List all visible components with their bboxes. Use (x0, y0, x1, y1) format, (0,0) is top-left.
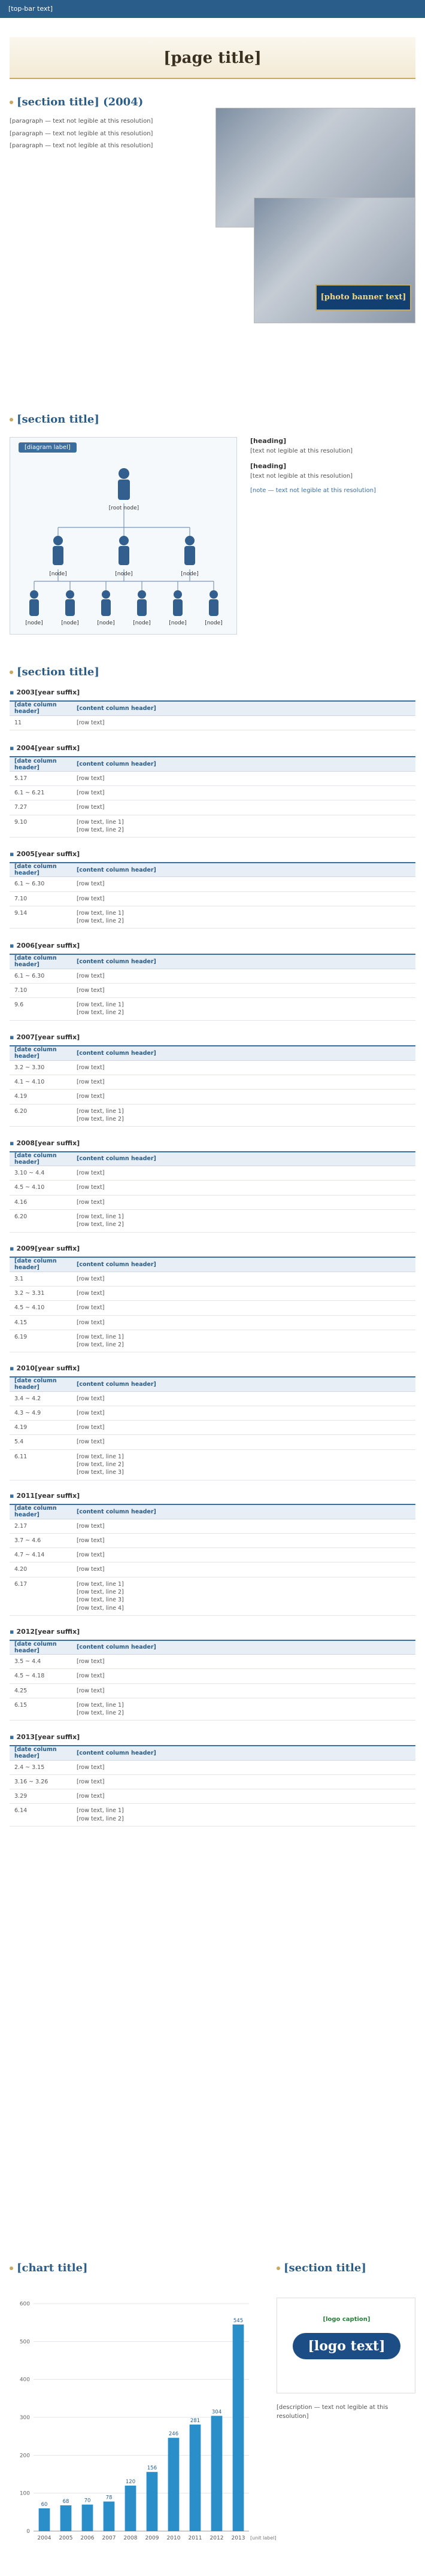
row-content: [row text] (72, 1562, 415, 1577)
row-content: [row text, line 1] [row text, line 2] [row text, line 3] [row text, line 4] (72, 1577, 415, 1615)
table-row (10, 877, 415, 891)
table-row (10, 1421, 415, 1435)
table-row (10, 1391, 415, 1406)
symbol-description: [description — text not legible at this resolution] (277, 2404, 388, 2420)
row-date: 4.19 (10, 1421, 72, 1435)
row-content: [row text] (72, 1519, 415, 1533)
row-content: [row text] (72, 1090, 415, 1104)
x-tick-label: 2011 (188, 2535, 202, 2541)
table-row (10, 1774, 415, 1789)
row-date: 6.17 (10, 1577, 72, 1615)
table-row (10, 1286, 415, 1300)
row-content: [row text, line 1] [row text, line 2] (72, 1804, 415, 1826)
row-date: 9.6 (10, 998, 72, 1021)
y-tick-label: 300 (19, 2415, 30, 2421)
y-tick-label: 200 (19, 2453, 30, 2459)
row-content: [row text, line 1] [row text, line 2] [row text, line 3] (72, 1449, 415, 1480)
row-content: [row text] (72, 1060, 415, 1075)
col-date-header: [date column header] (10, 701, 72, 715)
family-tree-svg (10, 438, 238, 635)
row-date: 9.10 (10, 815, 72, 838)
row-content: [row text] (72, 969, 415, 983)
tree-node-gen3: [node] (133, 620, 151, 626)
chart-title: [chart title] (10, 2262, 88, 2274)
table-row (10, 715, 415, 730)
row-date: 3.29 (10, 1789, 72, 1804)
history-year-title: ▪ 2007[year suffix] (10, 1033, 80, 1041)
tree-node-gen3: [node] (61, 620, 79, 626)
row-content: [row text] (72, 771, 415, 785)
col-content-header: [content column header] (72, 1640, 415, 1655)
person-icon (209, 590, 218, 616)
person-icon (119, 536, 129, 565)
purpose-paragraph: [paragraph — text not legible at this resolution] (10, 130, 153, 137)
row-content: [row text] (72, 1391, 415, 1406)
row-content: [row text] (72, 1075, 415, 1089)
person-icon (137, 590, 147, 616)
table-row (10, 1330, 415, 1352)
row-content: [row text] (72, 1315, 415, 1330)
selection-chart (10, 2262, 277, 2561)
history-title: [section title] (10, 666, 99, 678)
bar-value-label: 304 (211, 2409, 222, 2416)
col-date-header: [date column header] (10, 1046, 72, 1060)
col-content-header: [content column header] (72, 954, 415, 969)
x-tick-label: 2005 (59, 2535, 73, 2541)
row-content: [row text] (72, 1301, 415, 1315)
table-row (10, 1449, 415, 1480)
table-row (10, 1577, 415, 1615)
person-icons (29, 468, 218, 616)
person-icon (65, 590, 75, 616)
hero-header (10, 37, 415, 79)
bar-value-label: 545 (233, 2317, 244, 2324)
criteria-heading: [heading] (250, 437, 287, 445)
tree-node-gen3: [node] (169, 620, 187, 626)
history-table (10, 862, 415, 929)
criteria-item (250, 462, 415, 481)
table-row (10, 771, 415, 785)
col-content-header: [content column header] (72, 1152, 415, 1166)
history-year-title: ▪ 2003[year suffix] (10, 688, 80, 696)
row-content: [row text] (72, 877, 415, 891)
criteria-title: [section title] (10, 413, 99, 426)
row-date: 4.25 (10, 1683, 72, 1698)
x-tick-label: 2006 (80, 2535, 95, 2541)
tree-node-gen3: [node] (205, 620, 223, 626)
row-date: 3.10 ~ 4.4 (10, 1166, 72, 1181)
col-content-header: [content column header] (72, 701, 415, 715)
y-tick-label: 100 (19, 2490, 30, 2497)
col-date-header: [date column header] (10, 1640, 72, 1655)
table-row (10, 1698, 415, 1721)
history-year-title: ▪ 2008[year suffix] (10, 1139, 80, 1147)
history-year-title: ▪ 2004[year suffix] (10, 744, 80, 752)
row-date: 2.17 (10, 1519, 72, 1533)
row-date: 6.1 ~ 6.30 (10, 969, 72, 983)
row-date: 5.17 (10, 771, 72, 785)
tree-node-gen2: [node] (115, 571, 133, 577)
person-icon (29, 590, 39, 616)
row-content: [row text] (72, 1760, 415, 1774)
table-row (10, 1655, 415, 1669)
criteria-body: [text not legible at this resolution] (250, 448, 353, 454)
tree-node-root: [root node] (108, 505, 139, 511)
table-row (10, 1533, 415, 1548)
table-row (10, 1060, 415, 1075)
row-date: 3.4 ~ 4.2 (10, 1391, 72, 1406)
row-content: [row text, line 1] [row text, line 2] (72, 1330, 415, 1352)
bar (60, 2505, 72, 2531)
history-year-title: ▪ 2010[year suffix] (10, 1364, 80, 1372)
table-row (10, 1760, 415, 1774)
bar-value-label: 68 (62, 2498, 69, 2505)
table-row (10, 815, 415, 838)
history-year-title: ▪ 2005[year suffix] (10, 850, 80, 858)
x-tick-label: 2010 (166, 2535, 181, 2541)
history-header-row (10, 954, 415, 969)
col-date-header: [date column header] (10, 954, 72, 969)
person-icon (101, 590, 111, 616)
table-row (10, 1272, 415, 1286)
page-title: [page title] (163, 49, 262, 67)
history-header-row (10, 1504, 415, 1519)
row-content: [row text, line 1] [row text, line 2] (72, 906, 415, 929)
table-row (10, 906, 415, 929)
row-content: [row text] (72, 1166, 415, 1181)
table-row (10, 1435, 415, 1449)
row-date: 4.15 (10, 1315, 72, 1330)
row-content: [row text] (72, 983, 415, 997)
table-row (10, 1683, 415, 1698)
row-date: 7.10 (10, 891, 72, 906)
symbol-mark-box (277, 2298, 415, 2393)
purpose-paragraph: [paragraph — text not legible at this resolution] (10, 142, 153, 149)
row-date: 6.14 (10, 1804, 72, 1826)
table-row (10, 1669, 415, 1683)
bar (168, 2438, 180, 2531)
table-row (10, 969, 415, 983)
bar (147, 2472, 158, 2531)
col-content-header: [content column header] (72, 757, 415, 771)
bar (190, 2425, 201, 2531)
person-icon (173, 590, 183, 616)
history-table (10, 1745, 415, 1826)
table-row (10, 891, 415, 906)
history-header-row (10, 1640, 415, 1655)
row-date: 9.14 (10, 906, 72, 929)
tree-node-gen3: [node] (25, 620, 43, 626)
row-date: 4.16 (10, 1195, 72, 1209)
person-icon (118, 468, 130, 500)
symbol-mark-logo: [logo text] (293, 2333, 400, 2359)
bar (39, 2508, 50, 2531)
col-date-header: [date column header] (10, 1257, 72, 1272)
row-date: 3.5 ~ 4.4 (10, 1655, 72, 1669)
row-date: 2.4 ~ 3.15 (10, 1760, 72, 1774)
col-content-header: [content column header] (72, 863, 415, 877)
bar-value-label: 78 (105, 2495, 113, 2501)
row-date: 3.16 ~ 3.26 (10, 1774, 72, 1789)
bar-value-label: 60 (41, 2502, 48, 2508)
y-tick-label: 600 (19, 2301, 30, 2307)
table-row (10, 983, 415, 997)
history-header-row (10, 1377, 415, 1391)
row-date: 11 (10, 715, 72, 730)
tree-node-gen2: [node] (181, 571, 199, 577)
row-date: 4.5 ~ 4.18 (10, 1669, 72, 1683)
x-tick-label: 2004 (37, 2535, 51, 2541)
row-date: 6.1 ~ 6.21 (10, 786, 72, 800)
col-date-header: [date column header] (10, 1504, 72, 1519)
row-date: 4.20 (10, 1562, 72, 1577)
table-row (10, 1181, 415, 1195)
x-tick-label: 2009 (145, 2535, 159, 2541)
history-year-title: ▪ 2009[year suffix] (10, 1245, 80, 1252)
history-year-title: ▪ 2006[year suffix] (10, 942, 80, 949)
x-tick-label: 2012 (210, 2535, 224, 2541)
row-content: [row text] (72, 1533, 415, 1548)
row-content: [row text] (72, 1669, 415, 1683)
criteria-body: [text not legible at this resolution] (250, 472, 353, 480)
row-date: 4.5 ~ 4.10 (10, 1301, 72, 1315)
row-content: [row text] (72, 1272, 415, 1286)
row-content: [row text, line 1] [row text, line 2] (72, 1210, 415, 1233)
row-date: 3.2 ~ 3.30 (10, 1060, 72, 1075)
table-row (10, 786, 415, 800)
top-bar (0, 0, 425, 18)
bar-chart-svg (10, 2292, 277, 2555)
row-date: 4.1 ~ 4.10 (10, 1075, 72, 1089)
bar-value-label: 281 (190, 2418, 201, 2425)
row-date: 4.19 (10, 1090, 72, 1104)
row-content: [row text] (72, 1548, 415, 1562)
row-content: [row text, line 1] [row text, line 2] (72, 998, 415, 1021)
symbol-title: [section title] (277, 2262, 366, 2274)
row-date: 6.20 (10, 1210, 72, 1233)
bar (125, 2486, 136, 2531)
row-date: 3.7 ~ 4.6 (10, 1533, 72, 1548)
table-row (10, 1789, 415, 1804)
table-row (10, 1104, 415, 1127)
history-header-row (10, 757, 415, 771)
row-content: [row text] (72, 1655, 415, 1669)
criteria-item (250, 437, 415, 456)
row-date: 4.3 ~ 4.9 (10, 1406, 72, 1420)
col-date-header: [date column header] (10, 1746, 72, 1760)
history-header-row (10, 1152, 415, 1166)
row-content: [row text] (72, 891, 415, 906)
purpose-text (10, 117, 189, 357)
row-date: 4.5 ~ 4.10 (10, 1181, 72, 1195)
bar (82, 2505, 93, 2531)
row-content: [row text] (72, 1789, 415, 1804)
diagram-label: [diagram label] (19, 442, 77, 453)
col-date-header: [date column header] (10, 1377, 72, 1391)
row-content: [row text] (72, 800, 415, 815)
row-content: [row text] (72, 1286, 415, 1300)
x-tick-label: 2007 (102, 2535, 116, 2541)
symbol-section (271, 2262, 415, 2561)
table-row (10, 1090, 415, 1104)
row-content: [row text] (72, 1774, 415, 1789)
y-tick-label: 400 (19, 2377, 30, 2383)
table-row (10, 1562, 415, 1577)
tree-node-gen2: [node] (49, 571, 67, 577)
table-row (10, 1210, 415, 1233)
history-header-row (10, 1257, 415, 1272)
x-tick-label: 2013 (231, 2535, 245, 2541)
table-row (10, 1315, 415, 1330)
table-row (10, 998, 415, 1021)
row-content: [row text, line 1] [row text, line 2] (72, 1104, 415, 1127)
history-year-title: ▪ 2011[year suffix] (10, 1492, 80, 1500)
person-icon (184, 536, 195, 565)
bar-value-label: 246 (168, 2431, 179, 2438)
row-content: [row text] (72, 1435, 415, 1449)
col-content-header: [content column header] (72, 1257, 415, 1272)
col-date-header: [date column header] (10, 757, 72, 771)
table-row (10, 1519, 415, 1533)
row-content: [row text] (72, 786, 415, 800)
history-year-title: ▪ 2013[year suffix] (10, 1733, 80, 1741)
history-table (10, 1640, 415, 1721)
family-tree-diagram (10, 437, 237, 635)
row-date: 4.7 ~ 4.14 (10, 1548, 72, 1562)
row-date: 6.1 ~ 6.30 (10, 877, 72, 891)
table-row (10, 1804, 415, 1826)
history-table (10, 954, 415, 1021)
row-content: [row text] (72, 715, 415, 730)
col-date-header: [date column header] (10, 863, 72, 877)
table-row (10, 800, 415, 815)
table-row (10, 1166, 415, 1181)
history-table (10, 1504, 415, 1616)
col-content-header: [content column header] (72, 1377, 415, 1391)
photo-banner: [photo banner text] (315, 284, 411, 311)
row-content: [row text, line 1] [row text, line 2] (72, 1698, 415, 1721)
purpose-paragraph: [paragraph — text not legible at this resolution] (10, 118, 153, 125)
criteria-heading: [heading] (250, 462, 287, 470)
table-row (10, 1301, 415, 1315)
row-date: 6.19 (10, 1330, 72, 1352)
col-date-header: [date column header] (10, 1152, 72, 1166)
row-date: 6.11 (10, 1449, 72, 1480)
row-content: [row text] (72, 1181, 415, 1195)
symbol-caption: [logo caption] (323, 2316, 371, 2323)
x-tick-label: 2008 (123, 2535, 138, 2541)
table-row (10, 1075, 415, 1089)
row-date: 7.10 (10, 983, 72, 997)
tree-node-gen3: [node] (97, 620, 115, 626)
row-content: [row text] (72, 1683, 415, 1698)
history-table (10, 1151, 415, 1233)
y-tick-label: 0 (26, 2529, 30, 2535)
banner-photo (254, 198, 415, 323)
row-date: 6.20 (10, 1104, 72, 1127)
col-content-header: [content column header] (72, 1046, 415, 1060)
history-table (10, 1376, 415, 1480)
col-content-header: [content column header] (72, 1504, 415, 1519)
person-icon (53, 536, 63, 565)
row-content: [row text, line 1] [row text, line 2] (72, 815, 415, 838)
bar (211, 2416, 223, 2531)
bar (233, 2325, 244, 2531)
row-content: [row text] (72, 1195, 415, 1209)
bar-value-label: 70 (84, 2498, 91, 2504)
row-content: [row text] (72, 1421, 415, 1435)
table-row (10, 1195, 415, 1209)
history-header-row (10, 1746, 415, 1760)
purpose-title: [section title] (2004) (10, 96, 143, 108)
row-date: 6.15 (10, 1698, 72, 1721)
table-row (10, 1548, 415, 1562)
history-table (10, 1045, 415, 1127)
history-header-row (10, 863, 415, 877)
history-table (10, 1257, 415, 1352)
bar-value-label: 120 (125, 2479, 136, 2485)
history-table (10, 700, 415, 730)
row-date: 3.2 ~ 3.31 (10, 1286, 72, 1300)
row-date: 3.1 (10, 1272, 72, 1286)
unit-label: [unit label] (250, 2535, 277, 2541)
criteria-side (250, 437, 415, 496)
history-header-row (10, 1046, 415, 1060)
row-date: 7.27 (10, 800, 72, 815)
criteria-note: [note — text not legible at this resolution] (250, 487, 376, 494)
history-header-row (10, 701, 415, 715)
bar-value-label: 156 (147, 2465, 157, 2472)
y-tick-label: 500 (19, 2339, 30, 2346)
history-table (10, 756, 415, 838)
col-content-header: [content column header] (72, 1746, 415, 1760)
table-row (10, 1406, 415, 1420)
bar (104, 2502, 115, 2531)
row-date: 5.4 (10, 1435, 72, 1449)
history-year-title: ▪ 2012[year suffix] (10, 1628, 80, 1636)
top-bar-text: [top-bar text] (8, 5, 53, 13)
row-content: [row text] (72, 1406, 415, 1420)
